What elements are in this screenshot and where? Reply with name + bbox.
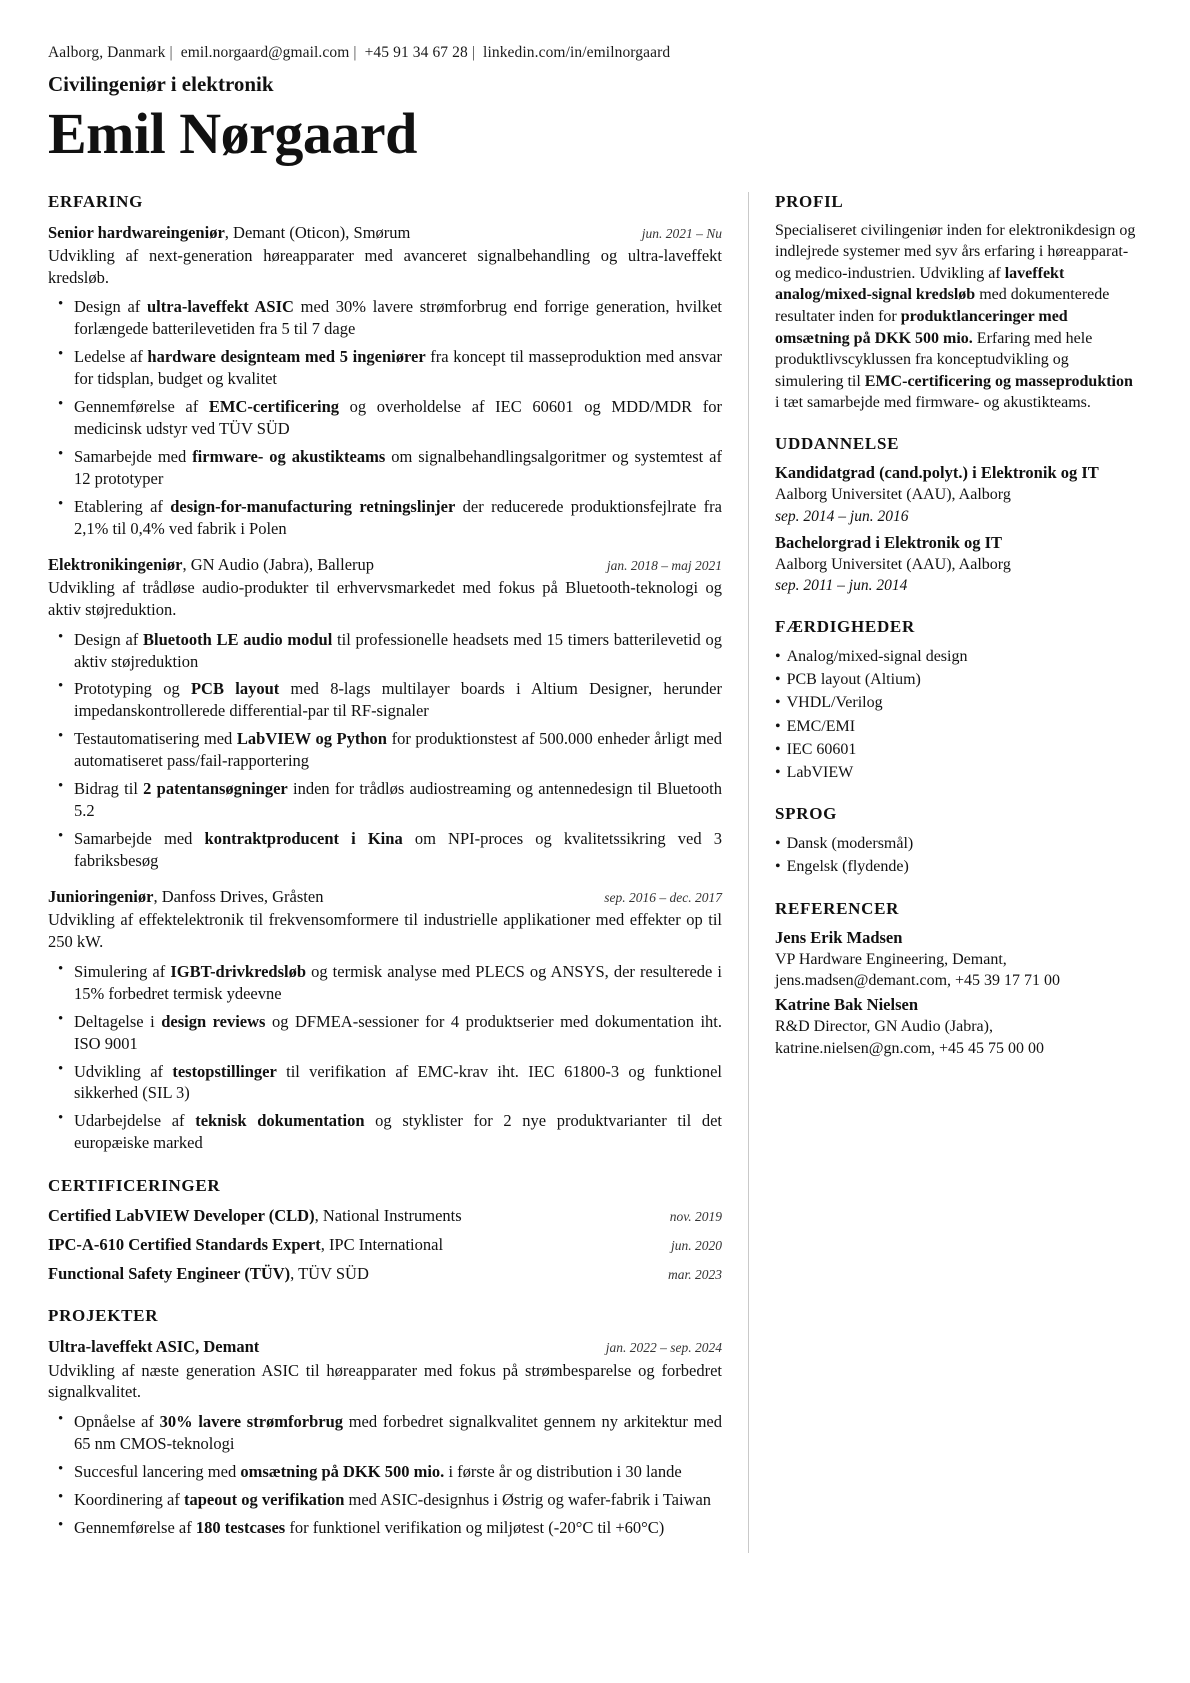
languages-list bbox=[775, 832, 1140, 878]
skills-list bbox=[775, 645, 1140, 784]
education-date: sep. 2014 – jun. 2016 bbox=[775, 507, 909, 525]
reference-title: VP Hardware Engineering, Demant, bbox=[775, 950, 1007, 968]
list-item: • Udvikling af testopstillinger til verifikation af EMC-krav iht. IEC 61800-3 og funktionel sikkerhed (SIL 3) bbox=[74, 1061, 722, 1105]
contact-separator-2: | bbox=[353, 44, 357, 61]
section-title-experience: ERFARING bbox=[48, 191, 144, 211]
experience-entry-title: Junioringeniør, Danfoss Drives, Gråsten bbox=[48, 886, 324, 906]
experience-entry bbox=[48, 554, 722, 872]
list-item: • Deltagelse i design reviews og DFMEA-sessioner for 4 produktserier med dokumentation iht. ISO 9001 bbox=[74, 1011, 722, 1055]
project-entry-summary: Udvikling af næste generation ASIC til høreapparater med fokus på strømbesparelse og forbedret signalkvalitet. bbox=[48, 1360, 722, 1402]
section-title-references: REFERENCER bbox=[775, 898, 900, 918]
reference-contact: katrine.nielsen@gn.com, +45 45 75 00 00 bbox=[775, 1039, 1045, 1057]
section-title-projects: PROJEKTER bbox=[48, 1306, 159, 1326]
contact-phone: +45 91 34 67 28 bbox=[364, 44, 468, 61]
education-item bbox=[775, 532, 1140, 598]
headline: Civilingeniør i elektronik bbox=[48, 72, 274, 96]
section-profile bbox=[775, 192, 1140, 414]
experience-entry-summary: Udvikling af effektelektronik til frekvensomformere til industrielle applikationer med effekter op til 250 kW. bbox=[48, 910, 722, 951]
project-entry-header bbox=[48, 1336, 722, 1358]
list-item: • Koordinering af tapeout og verifikation med ASIC-designhus i Østrig og wafer-fabrik i Taiwan bbox=[74, 1489, 722, 1511]
experience-entry-header bbox=[48, 886, 722, 908]
list-item: • Design af Bluetooth LE audio modul til professionelle headsets med 15 timers batterilevetid og aktiv støjreduktion bbox=[74, 629, 722, 673]
certification-list bbox=[48, 1206, 722, 1284]
list-item: • Opnåelse af 30% lavere strømforbrug med forbedret signalkvalitet gennem ny arkitektur med 65 nm CMOS-teknologi bbox=[74, 1411, 722, 1455]
list-item: • Design af ultra-laveffekt ASIC med 30% lavere strømforbrug end forrige generation, hvilket forlængede batterilevetiden fra 5 til 7 dage bbox=[74, 296, 722, 340]
experience-entry-date: jan. 2018 – maj 2021 bbox=[606, 557, 722, 573]
content-columns bbox=[48, 192, 1142, 1553]
reference-name: Jens Erik Madsen bbox=[775, 927, 903, 947]
experience-entry-header bbox=[48, 222, 722, 244]
skill-item: • LabVIEW bbox=[775, 761, 1140, 784]
skill-item: • IEC 60601 bbox=[775, 738, 1140, 761]
sidebar-column bbox=[748, 192, 1140, 1553]
list-item: • Testautomatisering med LabVIEW og Python for produktionstest af 500.000 enheder årligt med automatiseret pass/fail-rapportering bbox=[74, 728, 722, 772]
section-skills bbox=[775, 617, 1140, 784]
reference-name: Katrine Bak Nielsen bbox=[775, 995, 918, 1015]
certification-name: Functional Safety Engineer (TÜV), TÜV SÜD bbox=[48, 1264, 369, 1284]
section-title-profile: PROFIL bbox=[775, 191, 844, 211]
list-item: • Gennemførelse af EMC-certificering og overholdelse af IEC 60601 og MDD/MDR for medicinsk udstyr ved TÜV SÜD bbox=[74, 396, 722, 440]
section-languages bbox=[775, 804, 1140, 878]
skill-item: • PCB layout (Altium) bbox=[775, 668, 1140, 691]
experience-entry-date: sep. 2016 – dec. 2017 bbox=[604, 889, 722, 905]
contact-separator-1: | bbox=[169, 44, 173, 61]
contact-separator-3: | bbox=[471, 44, 476, 61]
project-bullet-list bbox=[48, 1411, 722, 1539]
contact-email[interactable]: emil.norgaard@gmail.com bbox=[180, 44, 350, 61]
section-projects bbox=[48, 1306, 722, 1538]
list-item: • Etablering af design-for-manufacturing retningslinjer der reducerede produktionsfejlrate fra 2,1% til 0,4% ved fabrik i Polen bbox=[74, 496, 722, 540]
experience-entry-title: Elektronikingeniør, GN Audio (Jabra), Ballerup bbox=[48, 554, 375, 574]
certification-row bbox=[48, 1206, 722, 1226]
education-item bbox=[775, 462, 1140, 528]
section-title-certifications: CERTIFICERINGER bbox=[48, 1176, 221, 1196]
list-item: • Udarbejdelse af teknisk dokumentation og styklister for 2 nye produktvarianter til det europæiske marked bbox=[74, 1110, 722, 1154]
language-item: • Dansk (modersmål) bbox=[775, 832, 1140, 855]
list-item: • Prototyping og PCB layout med 8-lags multilayer boards i Altium Designer, herunder impedanskontrollerede differential-par til RF-signaler bbox=[74, 678, 722, 722]
list-item: • Ledelse af hardware designteam med 5 ingeniører fra koncept til masseproduktion med ansvar for tidsplan, budget og kvalitet bbox=[74, 346, 722, 390]
reference-title: R&D Director, GN Audio (Jabra), bbox=[775, 1018, 993, 1036]
contact-linkedin[interactable]: linkedin.com/in/emilnorgaard bbox=[483, 44, 671, 61]
project-entry-title: Ultra-laveffekt ASIC, Demant bbox=[48, 1337, 260, 1357]
list-item: • Samarbejde med firmware- og akustikteams om signalbehandlingsalgoritmer og systemtest af 12 prototyper bbox=[74, 446, 722, 490]
experience-entry-summary: Udvikling af next-generation høreapparater med avanceret signalbehandling og ultra-laveffekt kredsløb. bbox=[48, 245, 722, 287]
education-date: sep. 2011 – jun. 2014 bbox=[775, 577, 908, 595]
experience-entry bbox=[48, 886, 722, 1154]
education-list bbox=[775, 462, 1140, 597]
certification-date: jun. 2020 bbox=[670, 1238, 722, 1254]
skill-item: • Analog/mixed-signal design bbox=[775, 645, 1140, 668]
project-entry-list bbox=[48, 1336, 722, 1538]
experience-entry-header bbox=[48, 554, 722, 576]
section-certifications bbox=[48, 1176, 722, 1284]
education-school: Aalborg Universitet (AAU), Aalborg bbox=[775, 486, 1011, 504]
experience-entry-list bbox=[48, 222, 722, 1155]
certification-name: IPC-A-610 Certified Standards Expert, IPC International bbox=[48, 1235, 444, 1255]
education-degree: Kandidatgrad (cand.polyt.) i Elektronik og IT bbox=[775, 462, 1099, 482]
section-references bbox=[775, 899, 1140, 1060]
education-school: Aalborg Universitet (AAU), Aalborg bbox=[775, 555, 1011, 573]
project-entry-date: jan. 2022 – sep. 2024 bbox=[605, 1340, 722, 1356]
experience-entry-title: Senior hardwareingeniør, Demant (Oticon), Smørum bbox=[48, 222, 411, 242]
profile-text: Specialiseret civilingeniør inden for elektronikdesign og indlejrede systemer med syv års erfaring i høreapparat- og medico-industrien. Udvikling af laveffekt analog/mixed-signal kredsløb med dokumenterede resultater inden for produktlanceringer med omsætning på DKK 500 mio. Erfaring med hele produktlivscyklussen fra konceptudvikling og simulering til EMC-certificering og masseproduktion i tæt samarbejde med firmware- og akustikteams. bbox=[775, 221, 1136, 412]
certification-row bbox=[48, 1264, 722, 1284]
certification-date: mar. 2023 bbox=[667, 1267, 722, 1283]
reference-contact: jens.madsen@demant.com, +45 39 17 71 00 bbox=[775, 972, 1061, 990]
language-item: • Engelsk (flydende) bbox=[775, 855, 1140, 878]
references-list bbox=[775, 927, 1140, 1060]
contact-location: Aalborg, Danmark bbox=[48, 44, 166, 61]
section-experience bbox=[48, 192, 722, 1155]
certification-row bbox=[48, 1235, 722, 1255]
list-item: • Samarbejde med kontraktproducent i Kina om NPI-proces og kvalitetssikring ved 3 fabriksbesøg bbox=[74, 828, 722, 872]
section-title-skills: FÆRDIGHEDER bbox=[775, 617, 915, 637]
certification-name: Certified LabVIEW Developer (CLD), National Instruments bbox=[48, 1206, 462, 1226]
skill-item: • EMC/EMI bbox=[775, 715, 1140, 738]
list-item: • Succesful lancering med omsætning på DKK 500 mio. i første år og distribution i 30 lande bbox=[74, 1461, 722, 1483]
skill-item: • VHDL/Verilog bbox=[775, 691, 1140, 714]
contact-line bbox=[48, 44, 1142, 62]
list-item: • Gennemførelse af 180 testcases for funktionel verifikation og miljøtest (-20°C til +60°C) bbox=[74, 1517, 722, 1539]
section-title-education: UDDANNELSE bbox=[775, 433, 900, 453]
experience-bullet-list bbox=[48, 961, 722, 1155]
project-entry bbox=[48, 1336, 722, 1538]
main-column bbox=[48, 192, 748, 1553]
experience-entry bbox=[48, 222, 722, 540]
list-item: • Bidrag til 2 patentansøgninger inden for trådløs audiostreaming og antennedesign til Bluetooth 5.2 bbox=[74, 778, 722, 822]
experience-bullet-list bbox=[48, 296, 722, 539]
experience-entry-date: jun. 2021 – Nu bbox=[641, 225, 722, 241]
section-title-languages: SPROG bbox=[775, 804, 838, 824]
experience-bullet-list bbox=[48, 629, 722, 872]
reference-item bbox=[775, 994, 1140, 1059]
section-education bbox=[775, 434, 1140, 597]
page-title: Emil Nørgaard bbox=[48, 101, 417, 166]
reference-item bbox=[775, 927, 1140, 992]
experience-entry-summary: Udvikling af trådløse audio-produkter til erhvervsmarkedet med fokus på Bluetooth-teknologi og aktiv støjreduktion. bbox=[48, 578, 722, 619]
certification-date: nov. 2019 bbox=[669, 1209, 722, 1225]
education-degree: Bachelorgrad i Elektronik og IT bbox=[775, 532, 1003, 552]
list-item: • Simulering af IGBT-drivkredsløb og termisk analyse med PLECS og ANSYS, der resulterede i 15% forbedret termisk ydeevne bbox=[74, 961, 722, 1005]
